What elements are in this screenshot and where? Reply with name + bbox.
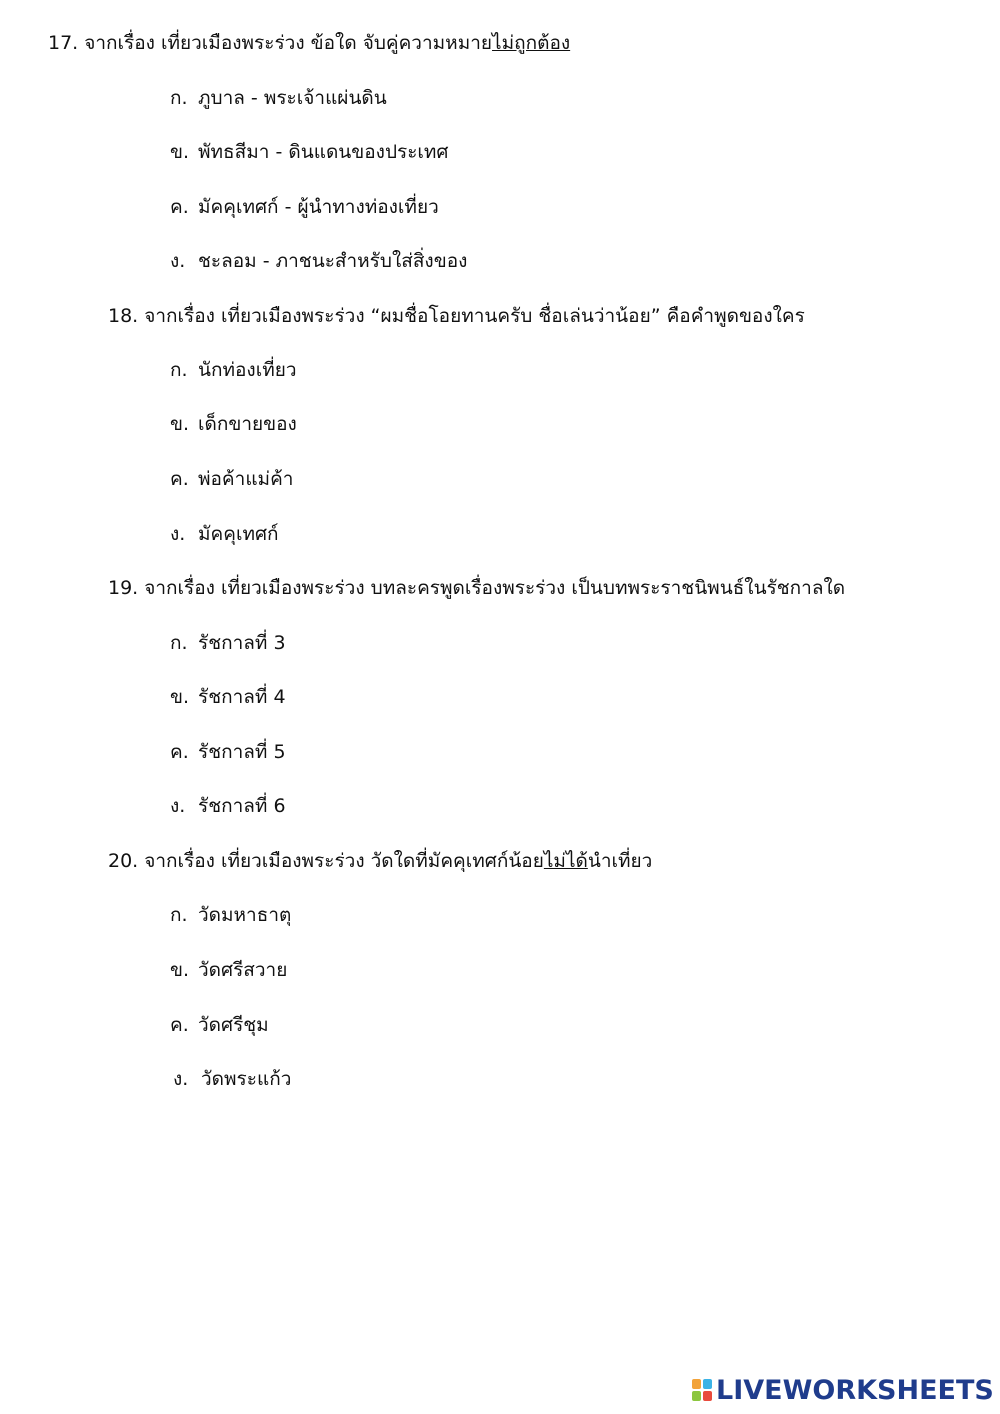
option-19-b bbox=[170, 685, 286, 709]
option-text: วัดพระแก้ว bbox=[201, 1068, 292, 1090]
option-17-c bbox=[170, 195, 439, 219]
logo-square bbox=[692, 1391, 701, 1401]
option-text: มัคคุเทศก์ - ผู้นำทางท่องเที่ยว bbox=[198, 196, 439, 218]
option-text: รัชกาลที่ 6 bbox=[198, 795, 286, 817]
option-text: พัทธสีมา - ดินแดนของประเทศ bbox=[198, 141, 449, 163]
option-letter: ค. bbox=[170, 196, 189, 218]
option-text: ชะลอม - ภาชนะสำหรับใส่สิ่งของ bbox=[198, 250, 468, 272]
question-19-text: 19. จากเรื่อง เที่ยวเมืองพระร่วง บทละครพูดเรื่องพระร่วง เป็นบทพระราชนิพนธ์ในรัชกาลใด bbox=[108, 577, 846, 599]
option-letter: ข. bbox=[170, 686, 190, 708]
option-letter: ค. bbox=[170, 468, 189, 490]
option-20-d bbox=[173, 1067, 291, 1091]
option-20-c bbox=[170, 1013, 269, 1037]
option-text: รัชกาลที่ 3 bbox=[198, 632, 286, 654]
option-letter: ค. bbox=[170, 1014, 189, 1036]
question-20-text: 20. จากเรื่อง เที่ยวเมืองพระร่วง วัดใดที่มัคคุเทศก์น้อย bbox=[108, 850, 544, 872]
question-19 bbox=[108, 576, 845, 600]
question-20-text-end: นำเที่ยว bbox=[587, 850, 653, 872]
option-19-a bbox=[170, 631, 286, 655]
option-letter: ก. bbox=[170, 359, 188, 381]
question-18 bbox=[108, 304, 805, 328]
option-letter: ข. bbox=[170, 413, 190, 435]
option-text: รัชกาลที่ 4 bbox=[198, 686, 286, 708]
liveworksheets-logo bbox=[692, 1376, 994, 1404]
logo-square bbox=[703, 1379, 712, 1389]
option-17-a bbox=[170, 86, 387, 110]
option-text: พ่อค้าแม่ค้า bbox=[198, 468, 294, 490]
option-text: รัชกาลที่ 5 bbox=[198, 741, 286, 763]
option-letter: ง. bbox=[170, 523, 186, 545]
option-18-c bbox=[170, 467, 293, 491]
question-17-emphasis: ไม่ถูกต้อง bbox=[492, 32, 571, 54]
option-letter: ข. bbox=[170, 959, 190, 981]
liveworksheets-logo-icon bbox=[692, 1379, 712, 1401]
question-17 bbox=[48, 31, 570, 55]
logo-square bbox=[703, 1391, 712, 1401]
option-18-b bbox=[170, 412, 297, 436]
option-text: วัดศรีสวาย bbox=[198, 959, 288, 981]
option-letter: ก. bbox=[170, 904, 188, 926]
option-text: ภูบาล - พระเจ้าแผ่นดิน bbox=[198, 87, 387, 109]
option-text: มัคคุเทศก์ bbox=[198, 523, 279, 545]
option-letter: ก. bbox=[170, 87, 188, 109]
question-20-emphasis: ไม่ได้ bbox=[543, 850, 588, 872]
option-letter: ง. bbox=[173, 1068, 189, 1090]
option-19-c bbox=[170, 740, 286, 764]
option-20-b bbox=[170, 958, 287, 982]
liveworksheets-logo-text: LIVEWORKSHEETS bbox=[716, 1374, 994, 1406]
option-letter: ง. bbox=[170, 250, 186, 272]
option-18-d bbox=[170, 522, 279, 546]
logo-square bbox=[692, 1379, 701, 1389]
option-letter: ก. bbox=[170, 632, 188, 654]
option-text: นักท่องเที่ยว bbox=[198, 359, 297, 381]
option-text: เด็กขายของ bbox=[198, 413, 297, 435]
option-20-a bbox=[170, 903, 291, 927]
option-letter: ค. bbox=[170, 741, 189, 763]
option-17-d bbox=[170, 249, 467, 273]
option-17-b bbox=[170, 140, 449, 164]
option-text: วัดมหาธาตุ bbox=[198, 904, 292, 926]
question-20 bbox=[108, 849, 652, 873]
option-19-d bbox=[170, 794, 286, 818]
option-letter: ง. bbox=[170, 795, 186, 817]
option-text: วัดศรีชุม bbox=[198, 1014, 269, 1036]
option-letter: ข. bbox=[170, 141, 190, 163]
option-18-a bbox=[170, 358, 297, 382]
question-18-text: 18. จากเรื่อง เที่ยวเมืองพระร่วง “ผมชื่อโอยทานครับ ชื่อเล่นว่าน้อย” คือคำพูดของใคร bbox=[108, 305, 805, 327]
question-17-text: 17. จากเรื่อง เที่ยวเมืองพระร่วง ข้อใด จับคู่ความหมาย bbox=[48, 32, 493, 54]
